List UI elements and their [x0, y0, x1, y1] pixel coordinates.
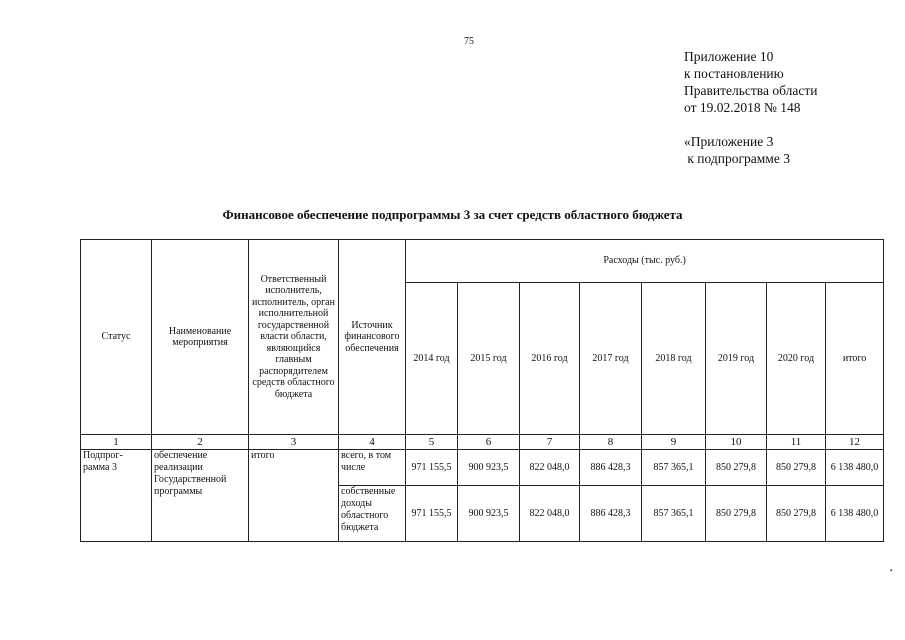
appendix-line: от 19.02.2018 № 148 — [684, 100, 801, 115]
row-name: обеспечение реализации Государственной программы — [152, 450, 249, 542]
column-number: 10 — [706, 435, 767, 450]
row-value: 971 155,5 — [406, 450, 458, 486]
row-value: 850 279,8 — [706, 486, 767, 542]
header-name: Наименование мероприятия — [152, 240, 249, 435]
column-number: 8 — [580, 435, 642, 450]
header-year: 2015 год — [458, 283, 520, 435]
finance-table — [80, 239, 884, 542]
row-value: 850 279,8 — [767, 450, 826, 486]
row-executor: итого — [249, 450, 339, 542]
column-number: 6 — [458, 435, 520, 450]
appendix-line: Приложение 10 — [684, 49, 774, 64]
header-year: 2018 год — [642, 283, 706, 435]
row-value: 857 365,1 — [642, 450, 706, 486]
column-number: 11 — [767, 435, 826, 450]
row-value: 822 048,0 — [520, 486, 580, 542]
row-value: 900 923,5 — [458, 450, 520, 486]
header-total: итого — [826, 283, 884, 435]
row-value: 886 428,3 — [580, 486, 642, 542]
row-value: 850 279,8 — [767, 486, 826, 542]
header-executor: Ответственный исполнитель, исполнитель, орган исполнительной государственной власти области, являющийся главным распорядителем средств областного бюджета — [249, 240, 339, 435]
header-status: Статус — [81, 240, 152, 435]
column-number: 1 — [81, 435, 152, 450]
appendix-line: Правительства области — [684, 83, 818, 98]
row-source: собственные доходы областного бюджета — [339, 486, 406, 542]
column-number: 9 — [642, 435, 706, 450]
column-number-row — [81, 435, 884, 450]
column-number: 2 — [152, 435, 249, 450]
scan-speck: ▪ — [890, 568, 893, 574]
row-value: 971 155,5 — [406, 486, 458, 542]
appendix-line: к подпрограмме 3 — [684, 151, 790, 166]
column-number: 5 — [406, 435, 458, 450]
document-title: Финансовое обеспечение подпрограммы 3 за счет средств областного бюджета — [222, 207, 683, 222]
row-value: 886 428,3 — [580, 450, 642, 486]
appendix-line: «Приложение 3 — [684, 134, 774, 149]
row-value: 850 279,8 — [706, 450, 767, 486]
row-status: Подпрог-рамма 3 — [81, 450, 152, 542]
header-year: 2014 год — [406, 283, 458, 435]
row-value: 900 923,5 — [458, 486, 520, 542]
header-year: 2016 год — [520, 283, 580, 435]
column-number: 7 — [520, 435, 580, 450]
header-expenses: Расходы (тыс. руб.) — [406, 240, 884, 283]
appendix-header — [684, 48, 817, 167]
header-source: Источник финансового обеспечения — [339, 240, 406, 435]
page-number: 75 — [464, 36, 474, 47]
table-row — [81, 450, 884, 486]
column-number: 12 — [826, 435, 884, 450]
appendix-line: к постановлению — [684, 66, 784, 81]
header-year: 2017 год — [580, 283, 642, 435]
column-number: 4 — [339, 435, 406, 450]
row-value: 857 365,1 — [642, 486, 706, 542]
row-value: 822 048,0 — [520, 450, 580, 486]
row-total: 6 138 480,0 — [826, 450, 884, 486]
row-total: 6 138 480,0 — [826, 486, 884, 542]
column-number: 3 — [249, 435, 339, 450]
header-year: 2019 год — [706, 283, 767, 435]
row-source: всего, в том числе — [339, 450, 406, 486]
header-year: 2020 год — [767, 283, 826, 435]
